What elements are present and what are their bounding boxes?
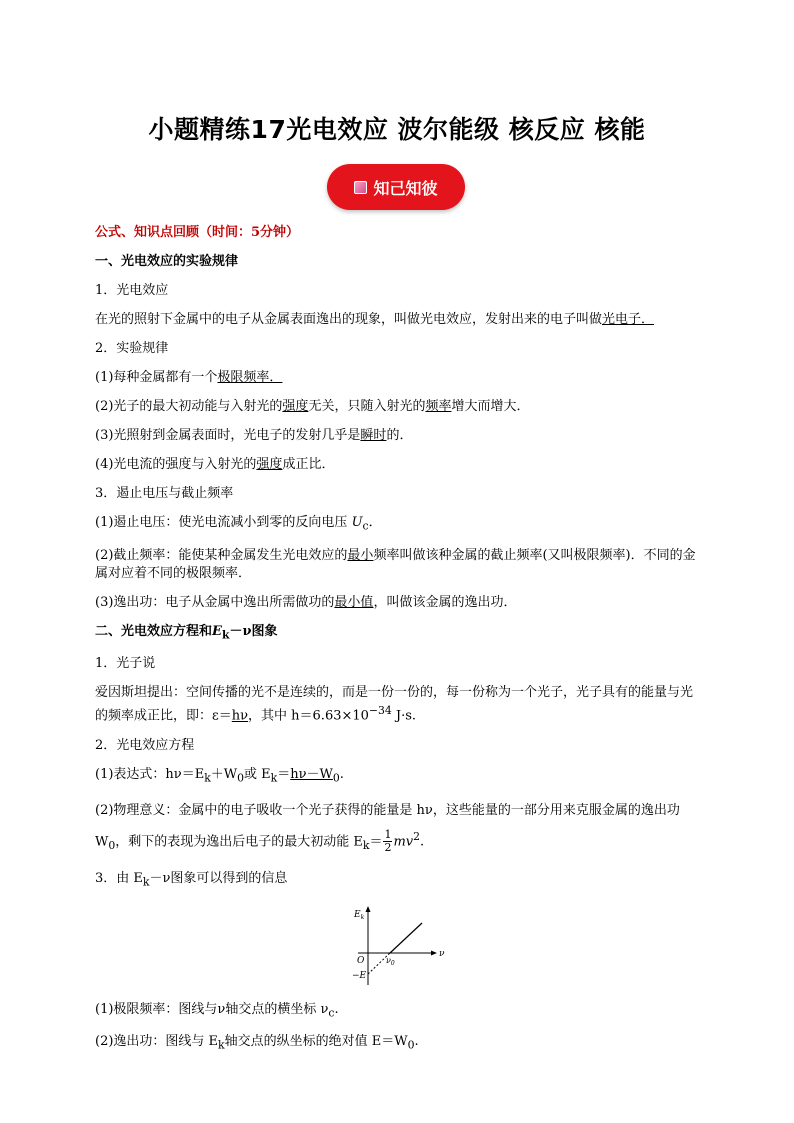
info-1-text: (1)极限频率：图线与ν轴交点的横坐标 ν: [95, 1001, 329, 1017]
s2-3-title-a: 3．由 E: [95, 871, 143, 887]
stop-voltage-sub: c: [362, 519, 369, 533]
info-2-text-b: 轴交点的纵坐标的绝对值 E＝W: [224, 1034, 408, 1050]
rule-1-term: 极限频率．: [217, 370, 283, 385]
meaning-text-b: ，剩下的表现为逸出后电子的最大初动能 E: [115, 834, 363, 850]
eq-text-d: ＝: [277, 766, 291, 782]
eq-underlined-text: hν－W: [290, 766, 333, 782]
eq-sub-1: k: [204, 771, 211, 785]
info-2-end: .: [414, 1034, 419, 1050]
rule-4-term: 强度: [256, 457, 283, 472]
item-cutoff-frequency: [95, 547, 700, 583]
meaning-end: .: [420, 834, 425, 850]
eq-sub-3: k: [270, 771, 278, 785]
rule-3-term: 瞬时: [360, 428, 387, 443]
info-2-sub-2: 0: [407, 1038, 415, 1052]
photon-theory-term: hν: [231, 708, 249, 724]
info-work-function: [95, 1033, 700, 1055]
y-intercept-label: −E: [352, 970, 367, 981]
ek-nu-graph: [95, 903, 700, 991]
fraction-denominator: 2: [384, 841, 392, 855]
physical-meaning: [95, 798, 700, 859]
rule-3-text-b: 的．: [386, 428, 413, 443]
s1-1-term: 光电子．: [602, 312, 655, 327]
eq-text-a: (1)表达式：hν＝E: [95, 766, 205, 782]
photon-theory-text-a: 爱因斯坦提出：空间传播的光不是连续的，而是一份一份的，每一份称为一个光子，光子具有的能量与光的频率成正比，即：ε＝: [95, 685, 694, 724]
eq-sub-2: 0: [237, 771, 245, 785]
content-body: [95, 224, 700, 1066]
cutoff-term: 最小: [347, 547, 374, 563]
rule-4-text-a: (4)光电流的强度与入射光的: [95, 457, 257, 472]
section1-heading: 一、光电效应的实验规律: [95, 254, 239, 269]
rule-2-term-1: 强度: [282, 399, 309, 414]
origin-label: O: [357, 955, 365, 966]
eq-text-c: 或 E: [244, 766, 271, 782]
section2-heading: [95, 623, 700, 645]
graph-svg: [350, 903, 450, 991]
rule-2-text-c: 增大而增大．: [451, 399, 530, 414]
x-axis-arrow: [431, 950, 437, 955]
stop-voltage-text: (1)遏止电压：使光电流减小到零的反向电压: [95, 515, 348, 530]
cutoff-text-a: (2)截止频率：能使某种金属发生光电效应的: [95, 547, 348, 563]
eq-underlined-sub: 0: [332, 771, 340, 785]
eq-underlined: [290, 766, 340, 785]
equation-expression: [95, 766, 700, 788]
rule-2: [95, 398, 700, 416]
review-heading: 公式、知识点回顾（时间：5分钟）: [95, 225, 300, 240]
planck-unit: J·s.: [391, 708, 417, 724]
section2-heading-symbol: E: [212, 623, 222, 639]
work-function-term: 最小值: [334, 594, 374, 610]
info-2-sub: k: [218, 1038, 225, 1052]
rule-1: [95, 369, 700, 387]
s1-2-title: 2．实验规律: [95, 341, 169, 356]
badge-label: 知己知彼: [373, 178, 438, 198]
s2-3-sub: k: [142, 875, 150, 889]
section2-heading-sub: k: [221, 628, 230, 642]
s1-3-title: 3．遏止电压与截止频率: [95, 486, 234, 501]
rule-3: [95, 427, 700, 445]
info-2-text-a: (2)逸出功：图线与 E: [95, 1034, 219, 1050]
page-title: 小题精练17光电效应 波尔能级 核反应 核能: [148, 115, 646, 144]
cutoff-text-b: 频率叫做该种金属的截止频率(又叫极限频率)．不同的金属对应着不同的极限频率．: [95, 547, 696, 581]
badge-icon: [354, 181, 367, 194]
rule-4: [95, 456, 700, 474]
stop-voltage-symbol: U: [351, 515, 363, 530]
y-axis-label: $E_k$: [354, 909, 365, 921]
s2-3-title: [95, 870, 700, 892]
fraction-numerator: 1: [384, 828, 392, 842]
rule-3-text-a: (3)光照射到金属表面时，光电子的发射几乎是: [95, 428, 361, 443]
info-1-end: .: [334, 1001, 339, 1017]
work-function-text-a: (3)逸出功：电子从金属中逸出所需做功的: [95, 594, 335, 610]
meaning-sup: 2: [413, 830, 421, 844]
rule-4-text-b: 成正比．: [282, 457, 335, 472]
photon-theory: [95, 684, 700, 725]
photon-theory-text-b: ，其中 h＝6.63×10: [248, 708, 369, 724]
s1-1-text: [95, 311, 700, 329]
rule-2-term-2: 频率: [425, 399, 452, 414]
info-1-sub: c: [328, 1006, 335, 1020]
s2-1-title: 1．光子说: [95, 656, 156, 672]
fraction-half: [383, 829, 392, 854]
rule-2-text-a: (2)光子的最大初动能与入射光的: [95, 399, 283, 414]
rule-1-text: (1)每种金属都有一个: [95, 370, 218, 385]
eq-end: .: [339, 766, 344, 782]
stop-voltage-end: ．: [368, 515, 382, 530]
s2-2-title: 2．光电效应方程: [95, 737, 195, 753]
meaning-text-a: (2)物理意义：金属中的电子吸收一个光子获得的能量是 hν，这些能量的一部分用来克服金属的逸出功 W: [95, 803, 680, 850]
section2-heading-a: 二、光电效应方程和: [95, 623, 213, 639]
work-function-text-b: ，叫做该金属的逸出功．: [373, 594, 517, 610]
planck-exponent: −34: [368, 704, 392, 718]
eq-text-b: ＋W: [210, 766, 238, 782]
section-badge: [327, 164, 465, 210]
section2-heading-b: －ν图象: [229, 623, 278, 639]
graph-line: [390, 923, 422, 953]
s1-1-title: 1．光电效应: [95, 283, 169, 298]
x-intercept-label: $\nu_0$: [386, 955, 395, 967]
s1-1-text-body: 在光的照射下金属中的电子从金属表面逸出的现象，叫做光电效应，发射出来的电子叫做: [95, 312, 603, 327]
y-axis-arrow: [366, 906, 371, 912]
meaning-text-c: ＝: [369, 834, 383, 850]
meaning-sub-2: k: [362, 839, 370, 853]
item-work-function: [95, 594, 700, 612]
info-limit-frequency: [95, 1001, 700, 1023]
s2-3-title-b: －ν图象可以得到的信息: [149, 871, 288, 887]
meaning-sub: 0: [108, 839, 116, 853]
rule-2-text-b: 无关，只随入射光的: [308, 399, 426, 414]
meaning-mv: mv: [393, 834, 414, 850]
x-axis-label: ν: [439, 948, 445, 959]
item-stop-voltage: [95, 514, 700, 536]
